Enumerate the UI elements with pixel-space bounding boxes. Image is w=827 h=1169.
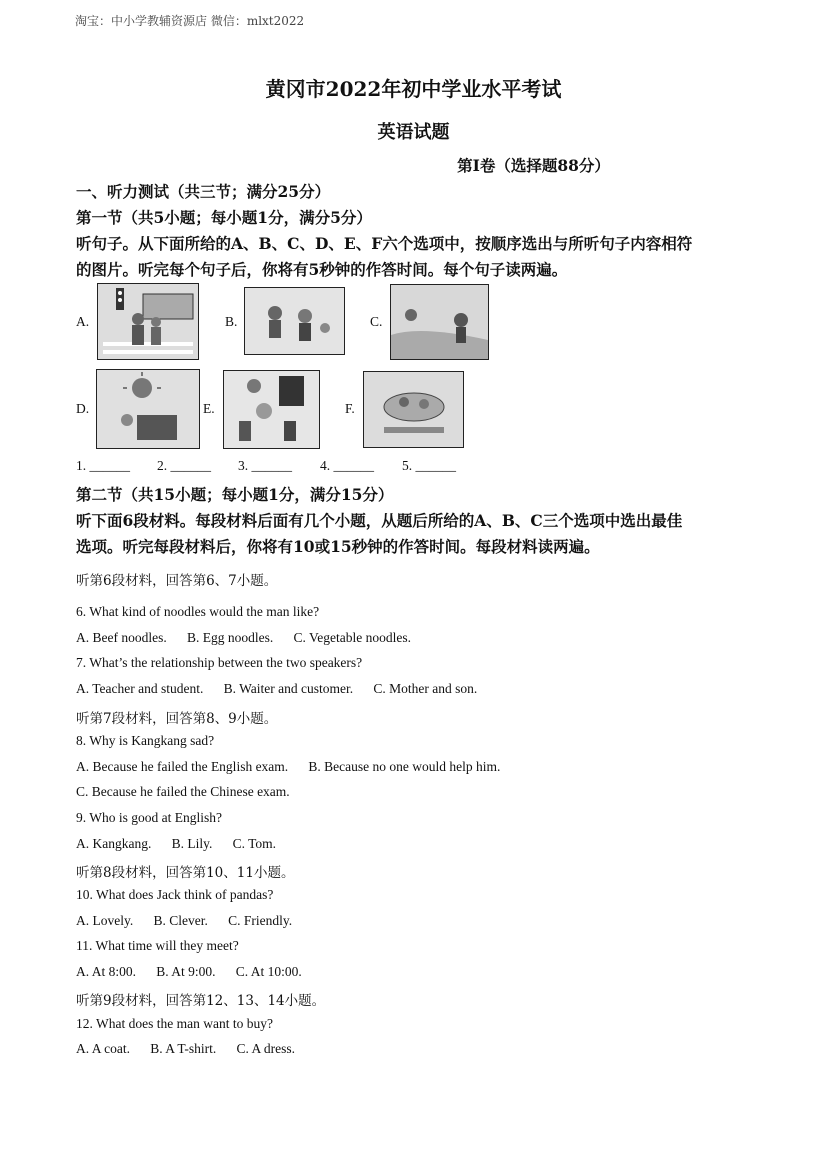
picture-label: D. [76, 401, 90, 416]
options: A. Beef noodles. B. Egg noodles. C. Vegetable noodles. [76, 630, 411, 645]
answer-blank[interactable]: 2. ______ [157, 458, 211, 473]
picture-music-room [223, 370, 320, 449]
options: A. Kangkang. B. Lily. C. Tom. [76, 836, 277, 851]
question: 10. What does Jack think of pandas? [76, 887, 274, 902]
question: 9. Who is good at English? [76, 810, 222, 825]
question: 6. What kind of noodles would the man like? [76, 604, 320, 619]
exam-subtitle: 英语试题 [377, 122, 450, 143]
instructions-line: 听下面6段材料。每段材料后面有几个小题，从题后所给的A、B、C三个选项中选出最佳 [76, 511, 683, 530]
picture-table-items [363, 371, 464, 448]
picture-label: B. [225, 314, 238, 329]
material-intro: 听第9段材料，回答第12、13、14小题。 [76, 993, 326, 1009]
options: A. Lovely. B. Clever. C. Friendly. [76, 913, 293, 928]
answer-blank[interactable]: 4. ______ [320, 458, 374, 473]
options: A. At 8:00. B. At 9:00. C. At 10:00. [76, 964, 302, 979]
section-heading: 第一节（共5小题；每小题1分，满分5分） [76, 208, 372, 227]
watermark: 淘宝：中小学教辅资源店 微信：mlxt2022 [75, 14, 305, 28]
question: 7. What’s the relationship between the two speakers? [76, 655, 363, 670]
question: 12. What does the man want to buy? [76, 1016, 273, 1031]
answer-blank[interactable]: 3. ______ [238, 458, 292, 473]
picture-label: C. [370, 314, 383, 329]
material-intro: 听第6段材料，回答第6、7小题。 [76, 573, 278, 589]
options: A. Teacher and student. B. Waiter and customer. C. Mother and son. [76, 681, 478, 696]
section-heading: 第二节（共15小题；每小题1分，满分15分） [76, 485, 394, 504]
exam-title: 黄冈市2022年初中学业水平考试 [265, 77, 562, 101]
picture-kids-playing [244, 287, 345, 355]
part-heading: 一、听力测试（共三节；满分25分） [76, 182, 331, 201]
options: A. Because he failed the English exam. B. Because no one would help him. [76, 759, 501, 774]
question: 11. What time will they meet? [76, 938, 239, 953]
picture-crossing [97, 283, 199, 360]
material-intro: 听第7段材料，回答第8、9小题。 [76, 711, 278, 727]
answer-blank[interactable]: 5. ______ [402, 458, 456, 473]
picture-label: A. [76, 314, 90, 329]
options: C. Because he failed the Chinese exam. [76, 784, 290, 799]
instructions-line: 听句子。从下面所给的A、B、C、D、E、F六个选项中，按顺序选出与所听句子内容相符 [76, 234, 693, 253]
volume-heading: 第Ⅰ卷（选择题88分） [457, 156, 610, 175]
instructions-line: 的图片。听完每个句子后，你将有5秒钟的作答时间。每个句子读两遍。 [76, 260, 568, 279]
question: 8. Why is Kangkang sad? [76, 733, 215, 748]
material-intro: 听第8段材料，回答第10、11小题。 [76, 865, 295, 881]
picture-sun-scene [96, 369, 200, 449]
options: A. A coat. B. A T-shirt. C. A dress. [76, 1041, 296, 1056]
picture-outdoor-scene [390, 284, 489, 360]
instructions-line: 选项。听完每段材料后，你将有10或15秒钟的作答时间。每段材料读两遍。 [76, 537, 600, 556]
answer-blank[interactable]: 1. ______ [76, 458, 130, 473]
picture-label: F. [345, 401, 355, 416]
picture-label: E. [203, 401, 215, 416]
